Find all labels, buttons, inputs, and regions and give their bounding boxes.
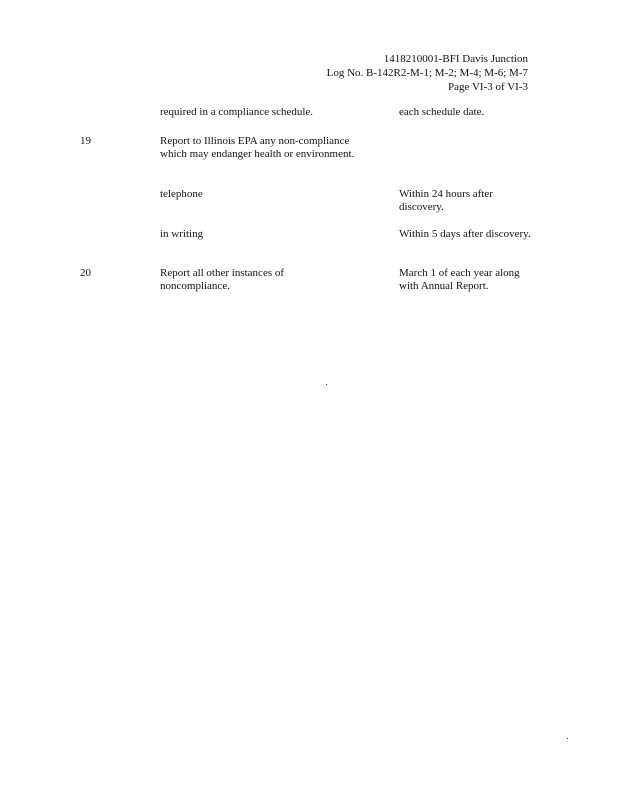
header-page-number: Page VI-3 of VI-3	[448, 81, 528, 93]
header-log-number: Log No. B-142R2-M-1; M-2; M-4; M-6; M-7	[326, 67, 528, 79]
row-timing: March 1 of each year along with Annual Report.	[399, 267, 520, 292]
row-timing: Within 24 hours after discovery.	[399, 188, 493, 213]
row-description: Report all other instances of noncompliance.	[160, 267, 285, 292]
document-header	[327, 52, 528, 94]
row-description: in writing	[160, 228, 204, 240]
row-description: required in a compliance schedule.	[160, 106, 314, 118]
row-number: 19	[80, 135, 91, 147]
row-timing: Within 5 days after discovery.	[399, 228, 531, 240]
scan-speck	[326, 384, 327, 385]
row-timing: each schedule date.	[399, 106, 485, 118]
header-permit-id: 1418210001-BFI Davis Junction	[383, 53, 528, 65]
row-description: telephone	[160, 188, 203, 200]
scan-speck	[567, 738, 568, 739]
row-description: Report to Illinois EPA any non-compliance which may endanger health or environment.	[160, 135, 355, 160]
row-number: 20	[80, 267, 91, 279]
